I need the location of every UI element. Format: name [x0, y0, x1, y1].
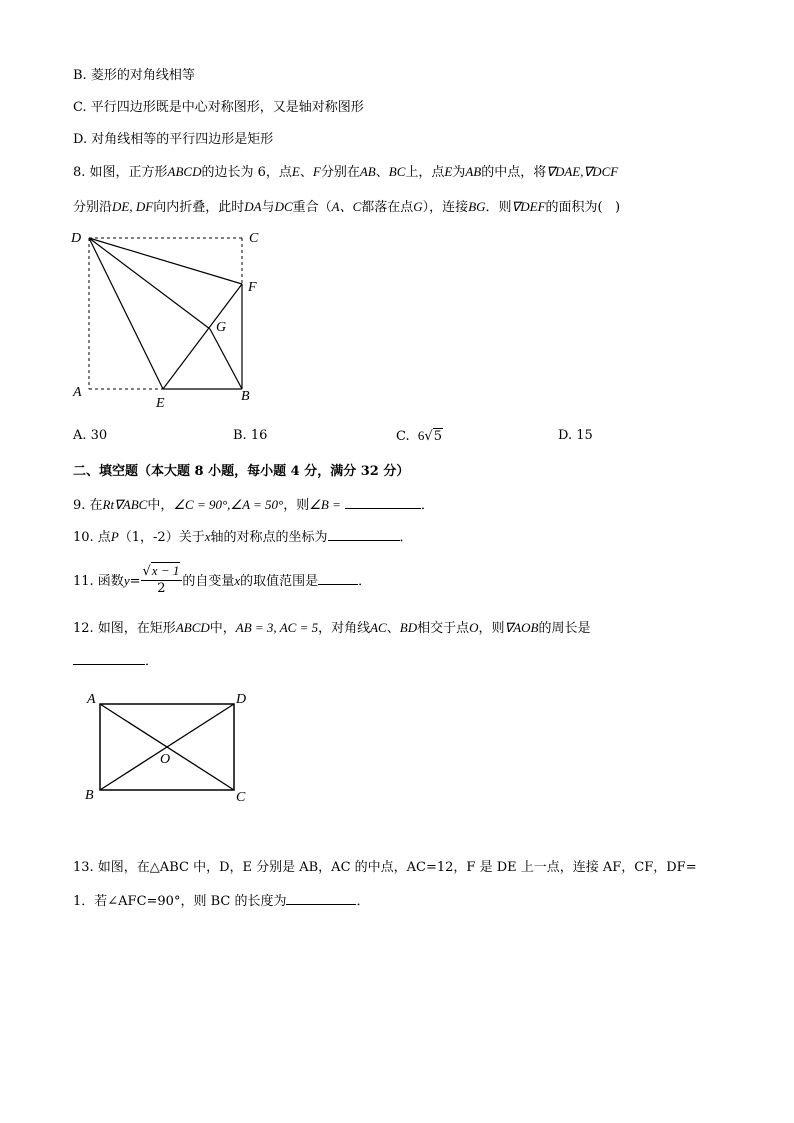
line-dg	[89, 238, 210, 329]
q9: 9. 在Rt∇ABC中，∠C = 90°,∠A = 50°，则∠B = ．	[73, 494, 434, 516]
line-df	[89, 238, 242, 284]
q8-figure	[68, 225, 268, 415]
label-d: D	[236, 692, 247, 707]
q12-figure	[82, 686, 257, 811]
label-o: O	[160, 752, 171, 767]
label-f: F	[248, 280, 257, 295]
q11-fraction: $\frac{√x - 1}{2}$	[141, 563, 183, 597]
q13-line1: 13. 如图，在△ABC 中，D，E 分别是 AB，AC 的中点，AC=12，F 是 DE 上一点，连接 AF，CF，DF=	[73, 860, 697, 875]
label-d: D	[71, 231, 82, 246]
q12-stem: 12. 如图，在矩形ABCD中，AB = 3, AC = 5，对角线AC、BD相交于点O，则∇AOB的周长是	[73, 620, 591, 636]
label-c: C	[249, 231, 259, 246]
q11: 11. 函数y= $\frac{√x - 1}{2}$ 的自变量x的取值范围是 ．	[73, 562, 372, 596]
q8-stem-line2: 分别沿DE, DF向内折叠，此时DA与DC重合（A、C都落在点G），连接BG．则∇DEF的面积为( )	[73, 199, 621, 215]
option-d-prev: D. 对角线相等的平行四边形是矩形	[73, 132, 274, 147]
label-a: A	[87, 692, 96, 707]
q9-answer-blank[interactable]	[345, 494, 421, 509]
q11-answer-blank[interactable]	[318, 570, 358, 585]
q8-choice-a: A. 30	[73, 428, 108, 443]
line-bg	[210, 329, 242, 389]
label-a: A	[73, 385, 82, 400]
q10-answer-blank[interactable]	[328, 526, 400, 541]
q12-answer-blank[interactable]	[73, 650, 145, 665]
label-b: B	[241, 389, 250, 404]
label-e: E	[156, 396, 165, 411]
q13-line2: 1．若∠AFC=90°，则 BC 的长度为 ．	[73, 890, 369, 912]
q12-answer-line: ．	[73, 650, 158, 672]
line-ef	[163, 284, 242, 389]
q8-choice-d: D. 15	[558, 428, 593, 443]
line-de	[89, 238, 163, 389]
q8-choice-c: C. 6√5	[396, 428, 442, 444]
section-2-title: 二、填空题（本大题 8 小题，每小题 4 分，满分 32 分）	[73, 464, 410, 479]
option-c-prev: C. 平行四边形既是中心对称图形，又是轴对称图形	[73, 100, 364, 115]
label-g: G	[216, 320, 227, 335]
option-b-prev: B. 菱形的对角线相等	[73, 68, 195, 83]
q8-stem-line1: 8. 如图，正方形ABCD的边长为 6，点E、F分别在AB、BC上，点E为AB的中点，将∇DAE,∇DCF	[73, 164, 619, 180]
label-c: C	[236, 790, 246, 805]
q13-answer-blank[interactable]	[286, 890, 356, 905]
q10: 10. 点P（1，-2）关于x轴的对称点的坐标为 ．	[73, 526, 413, 548]
label-b: B	[85, 788, 94, 803]
q8-choice-b: B. 16	[233, 428, 268, 443]
